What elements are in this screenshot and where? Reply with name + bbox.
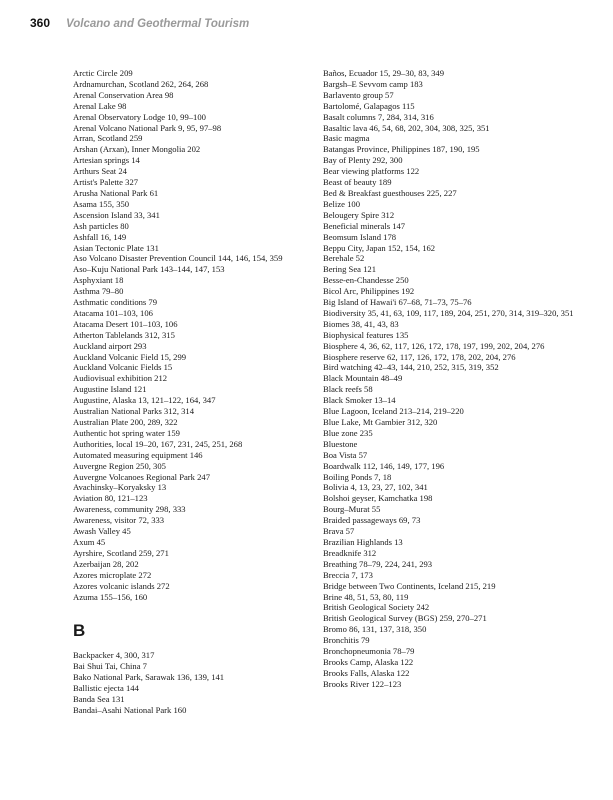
index-column-left (73, 68, 328, 716)
index-entry: Arusha National Park 61 (73, 187, 159, 198)
index-entry: Boiling Ponds 7, 18 (323, 471, 392, 482)
index-entry: Basic magma (323, 133, 370, 144)
index-entry: Azores volcanic islands 272 (73, 580, 170, 591)
index-entry: Audiovisual exhibition 212 (73, 373, 168, 384)
index-entry: Basaltic lava 46, 54, 68, 202, 304, 308, 325, 351 (323, 122, 490, 133)
index-entry: Bandai–Asahi National Park 160 (73, 704, 187, 715)
index-entry: Bargsh–E Sevvom camp 183 (323, 78, 423, 89)
index-entry: Bear viewing platforms 122 (323, 166, 420, 177)
index-entry: Axum 45 (73, 536, 106, 547)
index-entry: Azerbaijan 28, 202 (73, 558, 139, 569)
index-entry: Auckland Volcanic Field 15, 299 (73, 351, 187, 362)
index-entry: Arran, Scotland 259 (73, 133, 143, 144)
index-entry: Bartolomé, Galapagos 115 (323, 100, 415, 111)
index-entry: Beomsum Island 178 (323, 231, 397, 242)
index-entry: Braided passageways 69, 73 (323, 515, 421, 526)
index-section-b (73, 650, 328, 715)
index-entry: Biomes 38, 41, 43, 83 (323, 318, 399, 329)
index-entry: Arthurs Seat 24 (73, 166, 127, 177)
index-entry: Aviation 80, 121–123 (73, 493, 148, 504)
index-entry: Boardwalk 112, 146, 149, 177, 196 (323, 460, 445, 471)
index-entry: Augustine Island 121 (73, 384, 147, 395)
index-entry: Asian Tectonic Plate 131 (73, 242, 159, 253)
index-entry: Boa Vista 57 (323, 449, 368, 460)
index-entry: Bluestone (323, 438, 358, 449)
index-entry: Auckland airport 293 (73, 340, 147, 351)
index-entry: Basalt columns 7, 284, 314, 316 (323, 111, 434, 122)
index-entry: Belougery Spire 312 (323, 209, 395, 220)
index-entry: Brooks Falls, Alaska 122 (323, 667, 410, 678)
index-entry: Bolivia 4, 13, 23, 27, 102, 341 (323, 482, 428, 493)
index-entry: Baños, Ecuador 15, 29–30, 83, 349 (323, 68, 445, 78)
index-entry: Arctic Circle 209 (73, 68, 133, 78)
index-entry: Biosphere 4, 36, 62, 117, 126, 172, 178, 197, 199, 202, 204, 276 (323, 340, 545, 351)
section-letter-b: B (73, 621, 86, 641)
index-entry: Bromo 86, 131, 137, 318, 350 (323, 624, 427, 635)
index-entry: Brazilian Highlands 13 (323, 536, 403, 547)
index-entry: Azores microplate 272 (73, 569, 152, 580)
index-entry: Biophysical features 135 (323, 329, 409, 340)
index-entry: Awareness, visitor 72, 333 (73, 515, 165, 526)
index-entry: Bolshoi geyser, Kamchatka 198 (323, 493, 433, 504)
index-entry: Australian National Parks 312, 314 (73, 406, 195, 417)
index-entry: Black Smoker 13–14 (323, 395, 396, 406)
index-entry: Biodiversity 35, 41, 63, 109, 117, 189, 204, 251, 270, 314, 319–320, 351 (323, 307, 574, 318)
index-entry: Authentic hot spring water 159 (73, 427, 180, 438)
index-entry: Asama 155, 350 (73, 198, 130, 209)
page-number: 360 (30, 16, 51, 30)
index-entry: Auvergne Volcanoes Regional Park 247 (73, 471, 210, 482)
index-entry: Australian Plate 200, 289, 322 (73, 417, 178, 427)
index-entry: Awareness, community 298, 333 (73, 504, 186, 515)
index-entry: Ballistic ejecta 144 (73, 683, 139, 694)
index-entry: Bay of Plenty 292, 300 (323, 155, 403, 166)
index-entry: Bronchopneumonia 78–79 (323, 646, 415, 657)
index-entry: Automated measuring equipment 146 (73, 449, 203, 460)
index-entry: Bering Sea 121 (323, 264, 376, 275)
index-entry: Asthmatic conditions 79 (73, 297, 158, 308)
index-entry: Artist's Palette 327 (73, 177, 139, 188)
index-entry: Berehale 52 (323, 253, 365, 264)
index-entry: Arenal Lake 98 (73, 100, 127, 111)
index-entry: Arenal Observatory Lodge 10, 99–100 (73, 111, 206, 122)
index-entry: Augustine, Alaska 13, 121–122, 164, 347 (73, 395, 216, 406)
index-entry: Belize 100 (323, 198, 360, 209)
index-entry: Arenal Conservation Area 98 (73, 89, 174, 100)
index-entry: Barlavento group 57 (323, 89, 394, 100)
index-entry: Beneficial minerals 147 (323, 220, 406, 231)
index-section-a (73, 68, 328, 602)
index-entry: Auckland Volcanic Fields 15 (73, 362, 173, 373)
index-entry: Atherton Tablelands 312, 315 (73, 329, 175, 340)
index-entry: Brooks River 122–123 (323, 678, 402, 689)
index-entry: Big Island of Hawai'i 67–68, 71–73, 75–76 (323, 297, 472, 308)
index-entry: Beppu City, Japan 152, 154, 162 (323, 242, 436, 253)
index-entry: British Geological Survey (BGS) 259, 270–271 (323, 613, 487, 624)
index-entry: Batangas Province, Philippines 187, 190, 195 (323, 144, 480, 155)
index-entry: Avachinsky–Koryaksky 13 (73, 482, 167, 493)
index-entry: Bronchitis 79 (323, 635, 370, 646)
index-entry: Bridge between Two Continents, Iceland 215, 219 (323, 580, 496, 591)
index-entry: Aso Volcano Disaster Prevention Council 144, 146, 154, 359 (73, 253, 283, 264)
index-entry: Brava 57 (323, 526, 355, 537)
index-entry: Aso–Kuju National Park 143–144, 147, 153 (73, 264, 225, 275)
page-header (30, 16, 249, 30)
index-entry: Ascension Island 33, 341 (73, 209, 160, 220)
index-entry: Brooks Camp, Alaska 122 (323, 656, 414, 667)
index-entry: Azuma 155–156, 160 (73, 591, 148, 602)
index-entry: Artesian springs 14 (73, 155, 140, 166)
index-entry: Blue Lagoon, Iceland 213–214, 219–220 (323, 406, 464, 417)
index-entry: Blue Lake, Mt Gambier 312, 320 (323, 417, 438, 427)
index-entry: Auvergne Region 250, 305 (73, 460, 166, 471)
index-entry: British Geological Society 242 (323, 602, 430, 613)
index-entry: Bicol Arc, Philippines 192 (323, 286, 415, 297)
index-entry: Arshan (Arxan), Inner Mongolia 202 (73, 144, 201, 155)
index-entry: Ashfall 16, 149 (73, 231, 127, 242)
index-entry: Beast of beauty 189 (323, 177, 392, 188)
index-entry: Bako National Park, Sarawak 136, 139, 141 (73, 672, 225, 683)
index-entry: Asthma 79–80 (73, 286, 124, 297)
index-entry: Asphyxiant 18 (73, 275, 124, 286)
index-entry: Ayrshire, Scotland 259, 271 (73, 547, 169, 558)
index-entry: Black Mountain 48–49 (323, 373, 403, 384)
index-entry: Breccia 7, 173 (323, 569, 373, 580)
index-entry: Atacama 101–103, 106 (73, 307, 153, 318)
index-entry: Backpacker 4, 300, 317 (73, 650, 155, 661)
index-entry: Banda Sea 131 (73, 694, 125, 705)
index-entry: Bourg–Murat 55 (323, 504, 381, 515)
index-entry: Bed & Breakfast guesthouses 225, 227 (323, 187, 457, 198)
index-entry: Breadknife 312 (323, 547, 377, 558)
index-entry: Atacama Desert 101–103, 106 (73, 318, 178, 329)
index-entry: Brine 48, 51, 53, 80, 119 (323, 591, 409, 602)
index-entry: Black reefs 58 (323, 384, 373, 395)
index-entry: Blue zone 235 (323, 427, 373, 438)
index-column-right (323, 68, 578, 690)
index-entry: Bird watching 42–43, 144, 210, 252, 315, 319, 352 (323, 362, 499, 373)
index-entry: Arenal Volcano National Park 9, 95, 97–98 (73, 122, 222, 133)
index-entry: Ash particles 80 (73, 220, 129, 231)
running-title: Volcano and Geothermal Tourism (66, 18, 250, 30)
index-entry: Awash Valley 45 (73, 526, 131, 537)
index-entry: Ardnamurchan, Scotland 262, 264, 268 (73, 78, 209, 89)
index-entry: Breathing 78–79, 224, 241, 293 (323, 558, 433, 569)
index-entry: Besse-en-Chandesse 250 (323, 275, 409, 286)
index-entry: Bai Shui Tai, China 7 (73, 661, 147, 672)
index-entry: Biosphere reserve 62, 117, 126, 172, 178, 202, 204, 276 (323, 351, 516, 362)
index-section-b-continued (323, 68, 578, 690)
index-entry: Authorities, local 19–20, 167, 231, 245, 251, 268 (73, 438, 243, 449)
